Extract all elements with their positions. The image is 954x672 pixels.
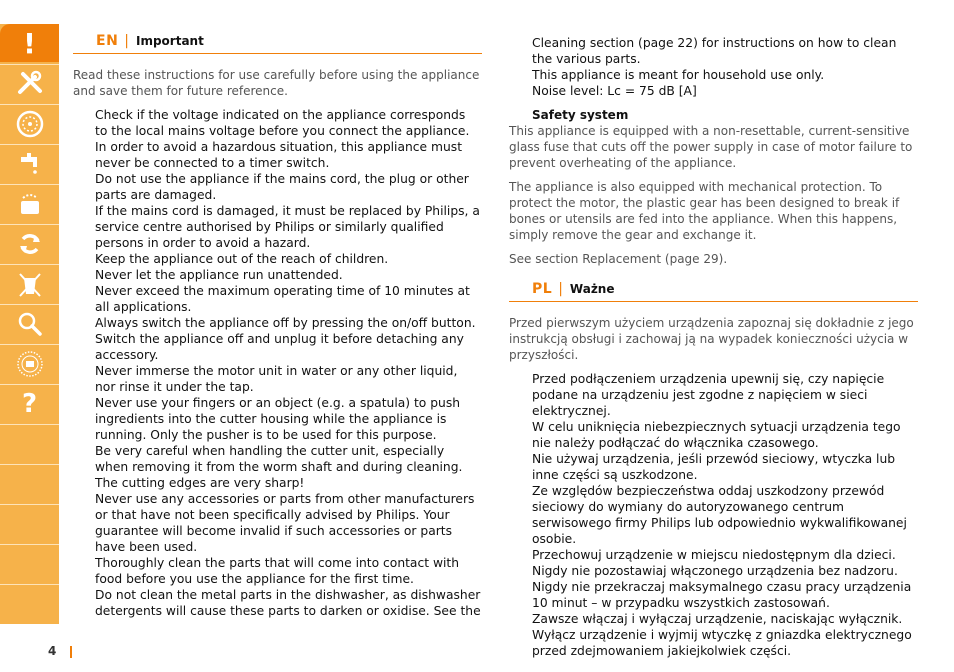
page-number: 4 (48, 644, 57, 658)
list-item: Never immerse the motor unit in water or any other liquid, nor rinse it under the tap. (95, 364, 458, 394)
list-item: Wyłącz urządzenie i wyjmij wtyczkę z gniazdka elektrycznego przed zdejmowaniem jakiejkolwiek części. (532, 628, 912, 658)
header-separator: | (558, 281, 563, 297)
section-title: Ważne (569, 282, 615, 296)
list-item: Nigdy nie przekraczaj maksymalnego czasu pracy urządzenia 10 minut – w przypadku wszystkich zastosowań. (532, 580, 912, 610)
recycle-icon (15, 229, 45, 259)
list-item: Nie używaj urządzenia, jeśli przewód sieciowy, wtyczka lub inne części są uszkodzone. (532, 452, 896, 482)
section-header-en (73, 33, 482, 54)
list-item: Nigdy nie pozostawiaj włączonego urządzenia bez nadzoru. (532, 564, 898, 578)
tools-icon (15, 69, 45, 99)
list-item: If the mains cord is damaged, it must be replaced by Philips, a service centre authorised by Philips or similarly qualified persons in order to avoid a hazard. (95, 204, 480, 250)
subsection-title: Safety system (532, 108, 629, 122)
list-item: Thoroughly clean the parts that will come into contact with food before you use the appliance for the first time. (95, 556, 460, 586)
tap-icon (15, 149, 45, 179)
section-sidebar (0, 24, 59, 624)
tab-environment[interactable] (0, 264, 59, 303)
tab-blade[interactable] (0, 104, 59, 143)
tab-empty-2[interactable] (0, 464, 59, 503)
tab-replacement[interactable] (0, 224, 59, 263)
list-item: In order to avoid a hazardous situation, this appliance must never be connected to a timer switch. (95, 140, 463, 170)
list-item: Always switch the appliance off by pressing the on/off button. (95, 316, 476, 330)
list-item: This appliance is meant for household use only. (532, 68, 825, 82)
dishwasher-icon (15, 189, 45, 219)
section-header-pl (509, 281, 918, 302)
question-icon: ? (21, 389, 38, 419)
tab-empty-4[interactable] (0, 544, 59, 583)
intro-paragraph: Przed pierwszym użyciem urządzenia zapoznaj się dokładnie z jego instrukcją obsługi i zachowaj ją na wypadek konieczności użycia w przyszłości. (509, 316, 914, 362)
page-number-divider (70, 646, 72, 658)
tab-troubleshooting[interactable] (0, 384, 59, 423)
tab-empty-1[interactable] (0, 424, 59, 463)
section-title: Important (136, 34, 204, 48)
language-code: EN (96, 33, 119, 49)
safety-list (95, 107, 481, 619)
list-item: Ze względów bezpieczeństwa oddaj uszkodzony przewód sieciowy do wymiany do autoryzowanego centrum serwisowego firmy Philips lub odpowiednio wykwalifikowanej osobie. (532, 484, 907, 546)
tab-tools[interactable] (0, 64, 59, 103)
list-item: Be very careful when handling the cutter unit, especially when removing it from the worm shaft and during cleaning. The cutting edges are very sharp! (95, 444, 463, 490)
list-item: Never use your fingers or an object (e.g. a spatula) to push ingredients into the cutter housing while the appliance is running. Only the pusher is to be used for this purpose. (95, 396, 461, 442)
list-item: Never let the appliance run unattended. (95, 268, 343, 282)
exclamation-icon: ! (23, 26, 36, 60)
list-item: Never use any accessories or parts from other manufacturers or that have not been specifically advised by Philips. Your guarantee will become invalid if such accessories or parts have been used. (95, 492, 475, 554)
tab-cleaning[interactable] (0, 144, 59, 183)
list-item: Switch the appliance off and unplug it before detaching any accessory. (95, 332, 464, 362)
safety-paragraph: This appliance is equipped with a non-resettable, current-sensitive glass fuse that cuts off the power supply in case of motor failure to prevent overheating of the appliance. (509, 124, 913, 170)
list-item: Zawsze włączaj i wyłączaj urządzenie, naciskając wyłącznik. (532, 612, 903, 626)
language-code: PL (532, 281, 553, 297)
guarantee-icon (15, 349, 45, 379)
tab-important[interactable] (0, 24, 59, 62)
list-item: Do not clean the metal parts in the dishwasher, as dishwasher detergents will cause these parts to darken or oxidise. See the (95, 588, 481, 618)
disc-icon (15, 109, 45, 139)
tab-dishwasher[interactable] (0, 184, 59, 223)
tab-service[interactable] (0, 344, 59, 383)
safety-list-continued (532, 35, 918, 99)
tab-guarantee[interactable] (0, 304, 59, 343)
list-item: Do not use the appliance if the mains cord, the plug or other parts are damaged. (95, 172, 469, 202)
intro-paragraph: Read these instructions for use carefully before using the appliance and save them for future reference. (73, 68, 480, 98)
safety-list-pl (532, 371, 918, 659)
waste-bin-icon (15, 269, 45, 299)
list-item: Przed podłączeniem urządzenia upewnij się, czy napięcie podane na urządzeniu jest zgodne z napięciem w sieci elektrycznej. (532, 372, 885, 418)
list-item: Cleaning section (page 22) for instructions on how to clean the various parts. (532, 36, 897, 66)
header-separator: | (124, 33, 129, 49)
magnifier-icon (15, 309, 45, 339)
safety-paragraph: See section Replacement (page 29). (509, 252, 728, 266)
list-item: Check if the voltage indicated on the appliance corresponds to the local mains voltage before you connect the appliance. (95, 108, 470, 138)
tab-empty-3[interactable] (0, 504, 59, 543)
list-item: Przechowuj urządzenie w miejscu niedostępnym dla dzieci. (532, 548, 896, 562)
list-item: W celu uniknięcia niebezpiecznych sytuacji urządzenia tego nie należy podłączać do włącznika czasowego. (532, 420, 901, 450)
list-item: Never exceed the maximum operating time of 10 minutes at all applications. (95, 284, 470, 314)
tab-empty-5[interactable] (0, 584, 59, 623)
list-item: Keep the appliance out of the reach of children. (95, 252, 389, 266)
safety-paragraph: The appliance is also equipped with mechanical protection. To protect the motor, the plastic gear has been designed to break if bones or utensils are fed into the appliance. When this happens, simply remove the gear and exchange it. (509, 180, 900, 242)
list-item: Noise level: Lc = 75 dB [A] (532, 84, 697, 98)
